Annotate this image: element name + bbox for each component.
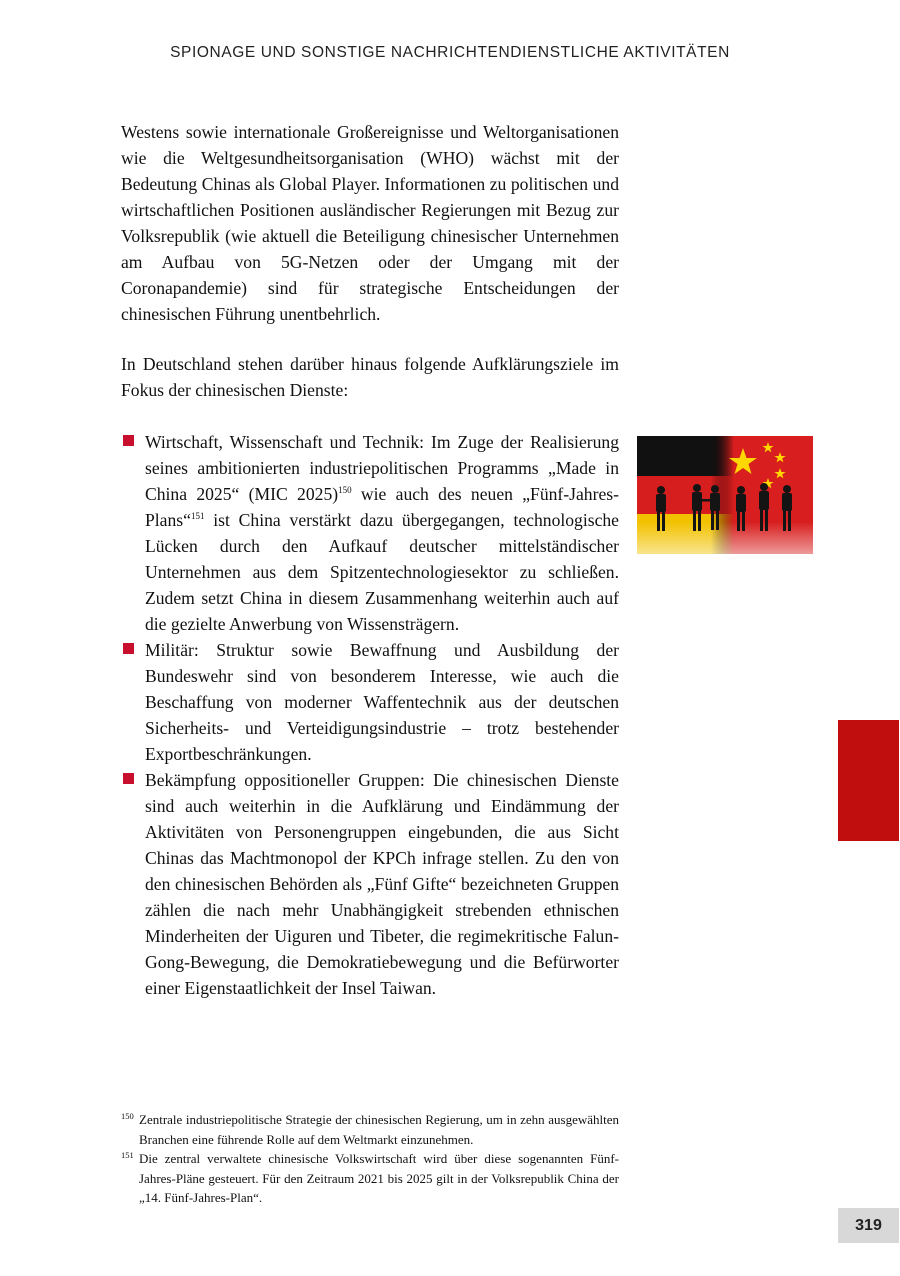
footnote-number: 151 (121, 1150, 134, 1160)
list-item (121, 637, 619, 767)
bullet-square-icon (123, 643, 134, 654)
list-item-text: wie auch des neuen „Fünf-Jahres-Plans“ (145, 484, 619, 530)
paragraph-text: In Deutschland stehen darüber hinaus folgende Aufklärungsziele im Fokus der chinesischen Dienste: (121, 354, 619, 400)
list-item-text: ist China verstärkt dazu übergegangen, technologische Lücken durch den Aufkauf deutscher mittelständischer Unternehmen aus dem Spitzentechnologiesektor zu schließen. Zudem setzt China in diesem Zusammenhang weiterhin auch auf die gezielte Anwerbung von Wissensträgern. (145, 510, 619, 634)
list-item-text: Wirtschaft, Wissenschaft und Technik: Im Zuge der Realisierung seines ambitionierten industriepolitischen Programms „Made in China 2025“ (MIC 2025) (145, 432, 619, 504)
page-number: 319 (838, 1208, 899, 1243)
footnote (121, 1110, 619, 1149)
footnote (121, 1149, 619, 1208)
running-header: SPIONAGE UND SONSTIGE NACHRICHTENDIENSTLICHE AKTIVITÄTEN (170, 44, 730, 61)
paragraph-text: Westens sowie internationale Großereignisse und Weltorganisationen wie die Weltgesundheitsorganisation (WHO) wächst mit der Bedeutung Chinas als Global Player. Informationen zu politischen und wirtschaftlichen Positionen ausländischer Regierungen mit Bezug zur Volksrepublik (wie aktuell die Beteiligung chinesischer Unternehmen am Aufbau von 5G-Netzen oder der Umgang mit der Coronapandemie) sind für strategische Entscheidungen der chinesischen Führung unentbehrlich. (121, 122, 619, 324)
footnote-number: 150 (121, 1111, 134, 1121)
footnote-text: Die zentral verwaltete chinesische Volkswirtschaft wird über diese sogenannten Fünf-Jahres-Pläne gesteuert. Für den Zeitraum 2021 bis 2025 gilt in der Volksrepublik China der „14. Fünf-Jahres-Plan“. (139, 1151, 619, 1205)
footnote-ref: 150 (338, 485, 352, 495)
footnote-ref: 151 (190, 511, 205, 521)
chapter-tab-marker (838, 720, 899, 841)
list-item (121, 767, 619, 1001)
bullet-square-icon (123, 435, 134, 446)
bullet-list (121, 429, 619, 1001)
body-paragraph (121, 119, 619, 327)
germany-china-flag-figures-photo (637, 436, 813, 554)
list-item (121, 429, 619, 637)
footnote-text: Zentrale industriepolitische Strategie der chinesischen Regierung, um in zehn ausgewählten Branchen eine führende Rolle auf dem Weltmarkt einzunehmen. (139, 1112, 619, 1147)
list-item-text: Bekämpfung oppositioneller Gruppen: Die chinesischen Dienste sind auch weiterhin in die Aufklärung und Eindämmung der Aktivitäten von Personengruppen eingebunden, die aus Sicht Chinas das Machtmonopol der KPCh infrage stellen. Zu den von den chinesischen Behörden als „Fünf Gifte“ bezeichneten Gruppen zählen die nach mehr Unabhängigkeit strebenden ethnischen Minderheiten der Uiguren und Tibeter, die regimekritische Falun-Gong-Bewegung, die Demokratiebewegung und die Befürworter einer Eigenstaatlichkeit der Insel Taiwan. (145, 770, 619, 998)
bullet-square-icon (123, 773, 134, 784)
body-paragraph (121, 351, 619, 403)
footnotes (121, 1110, 619, 1208)
list-item-text: Militär: Struktur sowie Bewaffnung und Ausbildung der Bundeswehr sind von besonderem Interesse, wie auch die Beschaffung von moderner Waffentechnik aus der deutschen Sicherheits- und Verteidigungsindustrie – trotz bestehender Exportbeschränkungen. (145, 640, 619, 764)
